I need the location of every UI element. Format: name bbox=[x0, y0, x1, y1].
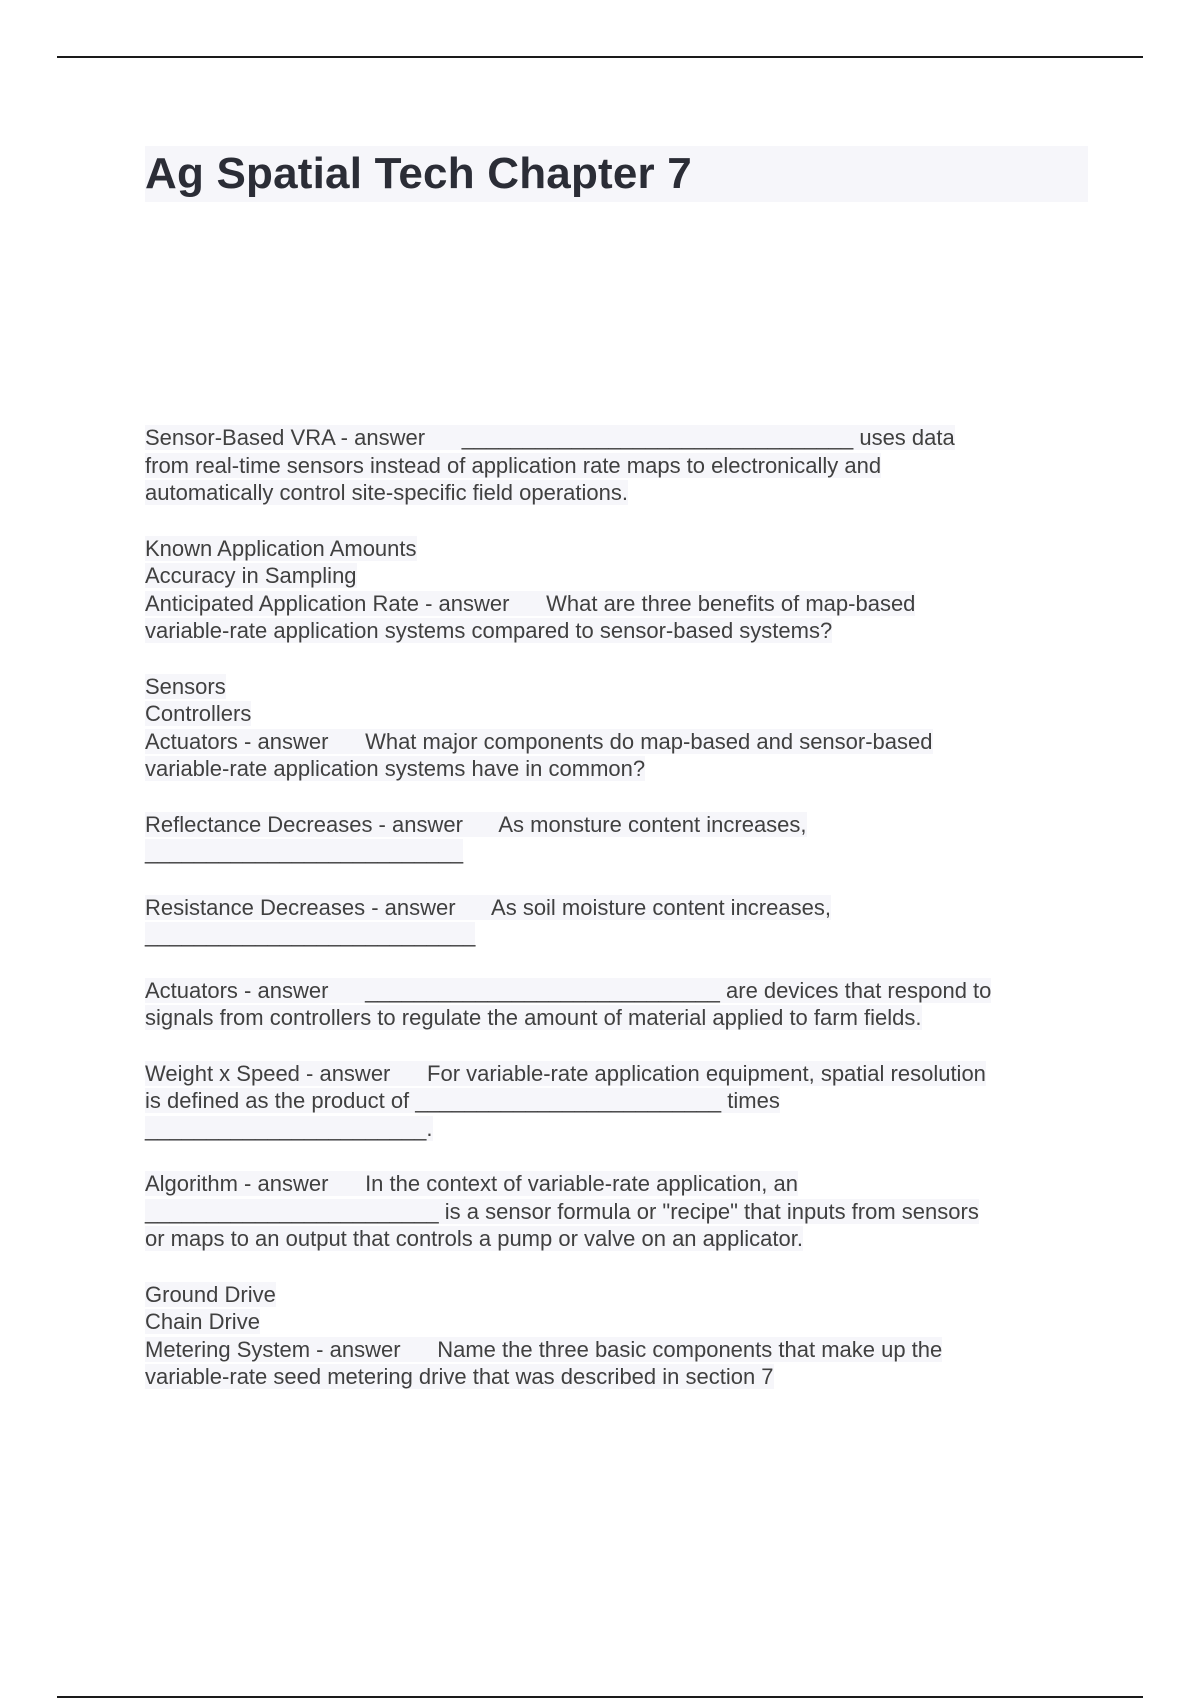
card-line: Sensors bbox=[145, 673, 226, 699]
card-line: Actuators - answer _____________________________ are devices that respond to bbox=[145, 977, 992, 1003]
card-line: Actuators - answer What major components do map-based and sensor-based bbox=[145, 728, 933, 754]
card-line: automatically control site-specific field operations. bbox=[145, 480, 629, 505]
card-line: Anticipated Application Rate - answer What are three benefits of map-based bbox=[145, 590, 916, 616]
card-line: __________________________ bbox=[145, 839, 464, 864]
card-line: Known Application Amounts bbox=[145, 535, 417, 561]
flashcard-1 bbox=[145, 424, 1095, 507]
card-line: Chain Drive bbox=[145, 1309, 260, 1334]
flashcard-2 bbox=[145, 535, 1095, 645]
card-line: variable-rate application systems compared to sensor-based systems? bbox=[145, 618, 833, 643]
card-line: Algorithm - answer In the context of variable-rate application, an bbox=[145, 1171, 798, 1196]
card-line: from real-time sensors instead of application rate maps to electronically and bbox=[145, 452, 882, 478]
card-line: Controllers bbox=[145, 701, 252, 726]
card-line: variable-rate application systems have in common? bbox=[145, 756, 646, 781]
bottom-rule bbox=[57, 1696, 1143, 1698]
card-line: signals from controllers to regulate the amount of material applied to farm fields. bbox=[145, 1005, 922, 1030]
card-line: variable-rate seed metering drive that was described in section 7 bbox=[145, 1364, 774, 1389]
card-line: Metering System - answer Name the three basic components that make up the bbox=[145, 1336, 943, 1362]
card-line: Weight x Speed - answer For variable-rate application equipment, spatial resolution bbox=[145, 1060, 986, 1086]
card-line: ________________________ is a sensor formula or "recipe" that inputs from sensors bbox=[145, 1198, 979, 1224]
card-line: Reflectance Decreases - answer As monsture content increases, bbox=[145, 811, 807, 837]
card-line: Sensor-Based VRA - answer ________________________________ uses data bbox=[145, 425, 955, 450]
flashcard-9 bbox=[145, 1281, 1095, 1391]
card-line: _______________________. bbox=[145, 1115, 433, 1141]
page-title: Ag Spatial Tech Chapter 7 bbox=[145, 149, 692, 198]
flashcard-5 bbox=[145, 894, 1095, 949]
flashcard-4 bbox=[145, 811, 1095, 866]
card-line: Resistance Decreases - answer As soil moisture content increases, bbox=[145, 894, 831, 920]
card-line: is defined as the product of _________________________ times bbox=[145, 1088, 780, 1113]
card-line: ___________________________ bbox=[145, 922, 476, 947]
flashcard-3 bbox=[145, 673, 1095, 783]
flashcard-list bbox=[145, 424, 1095, 1391]
top-rule bbox=[57, 56, 1143, 58]
flashcard-8 bbox=[145, 1170, 1095, 1253]
flashcard-7 bbox=[145, 1060, 1095, 1143]
flashcard-6 bbox=[145, 977, 1095, 1032]
card-line: Accuracy in Sampling bbox=[145, 563, 357, 588]
card-line: or maps to an output that controls a pump or valve on an applicator. bbox=[145, 1226, 803, 1251]
card-line: Ground Drive bbox=[145, 1281, 276, 1307]
